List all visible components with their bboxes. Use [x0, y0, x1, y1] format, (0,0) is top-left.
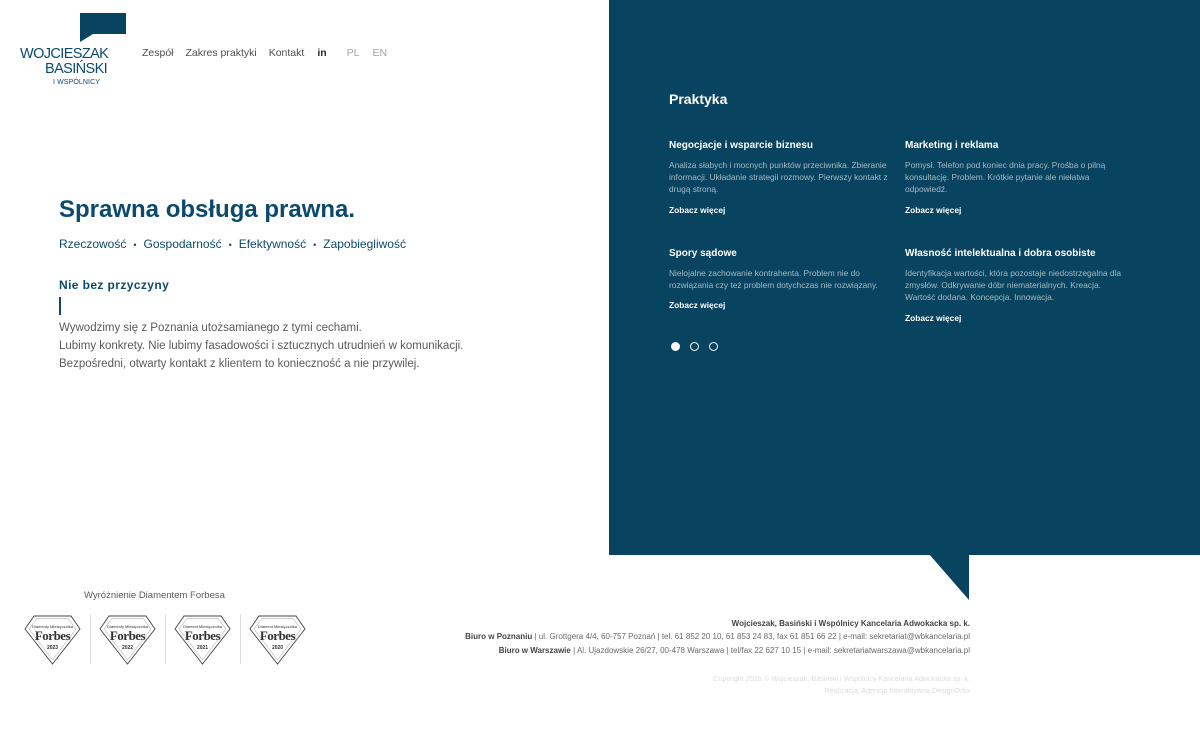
hero-text-line: Wywodzimy się z Poznania utożsamianego z tymi cechami. — [59, 322, 362, 334]
forbes-badge: Diamenty Miesięcznika Forbes 2022 — [99, 614, 156, 666]
service-description: Identyfikacja wartości, która pozostaje niedostrzegalna dla zmysłów. Odkrywanie dóbr niematerialnych. Kreacja. Wartość dodana. Koncepcja. Innowacja. — [905, 268, 1122, 303]
value-item: Gospodarność — [143, 237, 222, 251]
hero-text-line: Lubimy konkrety. Nie lubimy fasadowości i sztucznych utrudnień w komunikacji. — [59, 340, 464, 352]
service-card — [669, 248, 894, 310]
service-more-link[interactable]: Zobacz więcej — [905, 312, 962, 323]
values-list — [59, 237, 406, 253]
office-poznan — [465, 632, 970, 641]
nav-item-contact[interactable]: Kontakt — [268, 47, 305, 59]
logo-speech-bubble — [80, 13, 126, 34]
service-title: Negocjacje i wsparcie biznesu — [669, 140, 813, 151]
office-poznan-label: Biuro w Poznaniu — [465, 632, 533, 641]
service-card — [669, 140, 894, 215]
logo-line-1: WOJCIESZAK — [20, 46, 109, 62]
linkedin-icon[interactable]: in — [317, 47, 327, 59]
service-description: Analiza słabych i mocnych punktów przeciwnika. Zbieranie informacji. Układanie strategii rozmowy. Pierwszy kontakt z drugą stroną. — [669, 160, 888, 195]
service-more-link[interactable]: Zobacz więcej — [669, 204, 726, 215]
hero-subheading: Nie bez przyczyny — [59, 278, 170, 292]
carousel-dot-2[interactable] — [690, 342, 699, 351]
lang-pl-link[interactable]: PL — [346, 47, 360, 59]
nav-item-practice-scope[interactable]: Zakres praktyki — [185, 47, 257, 59]
lang-en-link[interactable]: EN — [372, 47, 388, 59]
value-item: Zapobiegliwość — [323, 237, 406, 251]
value-separator: • — [228, 240, 232, 250]
value-separator: • — [313, 240, 317, 250]
forbes-caption: Wyróżnienie Diamentem Forbesa — [84, 590, 225, 601]
value-separator: • — [133, 240, 137, 250]
value-item: Efektywność — [238, 237, 307, 251]
company-name: Wojcieszak, Basiński i Wspólnicy Kancelaria Adwokacka sp. k. — [731, 619, 970, 628]
carousel-dot-3[interactable] — [709, 342, 718, 351]
hero-title: Sprawna obsługa prawna. — [59, 196, 356, 223]
badge-divider — [90, 614, 91, 664]
carousel-dots — [671, 342, 728, 351]
office-warszawa-details: | Al. Ujazdowskie 26/27, 00-478 Warszawa | tel/fax 22 627 10 15 | e-mail: sekretariatwarszawa@wbkancelaria.pl — [570, 646, 970, 655]
practice-panel-tail — [929, 554, 969, 600]
carousel-dot-1[interactable] — [671, 342, 680, 351]
service-more-link[interactable]: Zobacz więcej — [905, 204, 962, 215]
agency-credit[interactable]: Realizacja: Agencja Interaktywna DesignOrka — [824, 686, 970, 695]
main-nav — [142, 47, 400, 59]
office-warszawa-label: Biuro w Warszawie — [498, 646, 571, 655]
hero-text — [59, 319, 463, 373]
logo[interactable] — [19, 13, 129, 89]
service-card — [905, 140, 1130, 215]
forbes-badges — [24, 614, 315, 666]
office-poznan-details: | ul. Grottgera 4/4, 60-757 Poznań | tel. 61 852 20 10, 61 853 24 83, fax 61 851 66 22 | e-mail: sekretariat@wbkancelaria.pl — [532, 632, 970, 641]
badge-divider — [240, 614, 241, 664]
practice-title: Praktyka — [669, 91, 728, 107]
service-description: Nielojalne zachowanie kontrahenta. Problem nie do rozwiązania czy też problem dotychczas nie rozwiązany. — [669, 268, 878, 291]
forbes-badge: Diamenty Miesięcznika Forbes 2023 — [24, 614, 81, 666]
badge-divider — [165, 614, 166, 664]
service-title: Własność intelektualna i dobra osobiste — [905, 248, 1096, 259]
copyright: Copyright 2025 © Wojcieszak, Basiński i Wspólnicy Kancelaria Adwokacka sp. k. — [713, 674, 970, 683]
service-more-link[interactable]: Zobacz więcej — [669, 300, 726, 311]
nav-item-team[interactable]: Zespół — [142, 47, 174, 59]
hero-text-line: Bezpośredni, otwarty kontakt z klientem to konieczność a nie przywilej. — [59, 358, 420, 370]
logo-line-3: I WSPÓLNICY — [53, 79, 100, 86]
service-title: Spory sądowe — [669, 248, 737, 259]
forbes-badge: Diament Miesięcznika Forbes 2021 — [174, 614, 231, 666]
value-item: Rzeczowość — [59, 237, 127, 251]
accent-bar — [59, 297, 61, 315]
service-title: Marketing i reklama — [905, 140, 999, 151]
forbes-badge: Diament Miesięcznika Forbes 2020 — [249, 614, 306, 666]
logo-line-2: BASIŃSKI — [45, 61, 108, 77]
logo-speech-bubble-tail — [80, 34, 93, 42]
office-warszawa — [499, 646, 970, 655]
service-description: Pomysł. Telefon pod koniec dnia pracy. Prośba o pilną konsultację. Problem. Krótkie pytanie ale niełatwa odpowiedź. — [905, 160, 1106, 195]
service-card — [905, 248, 1130, 323]
